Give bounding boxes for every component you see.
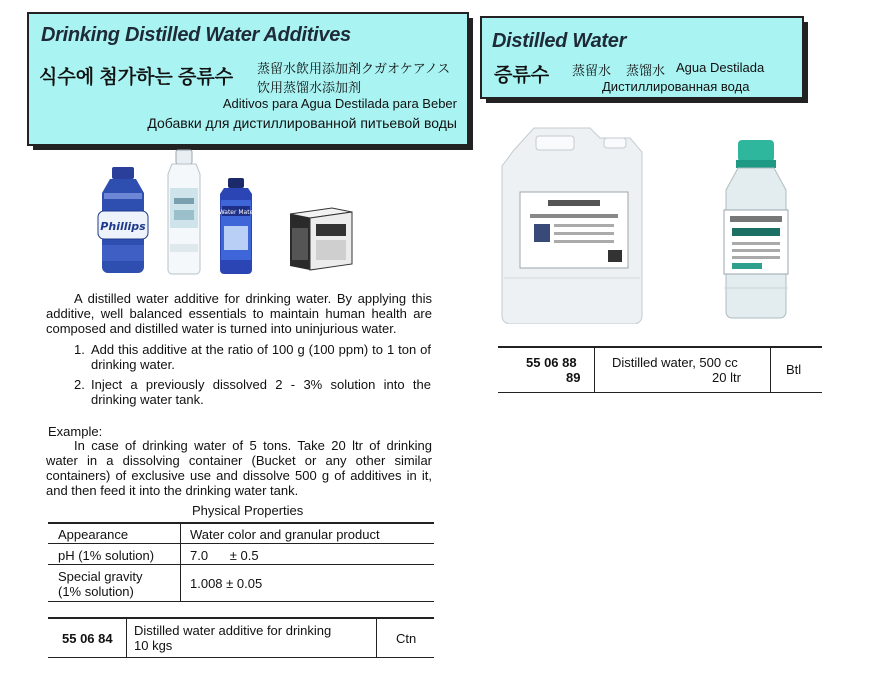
prop-gravity-name-2: (1% solution) xyxy=(58,584,134,599)
water-desc-line2: 20 ltr xyxy=(712,370,741,385)
additive-product-code: 55 06 84 xyxy=(62,631,113,646)
phillips-bottle-image xyxy=(88,165,158,275)
step-1-text: Add this additive at the ratio of 100 g (100 ppm) to 1 ton of drinking water. xyxy=(91,342,431,372)
additives-header-box xyxy=(27,12,469,146)
prop-appearance-name: Appearance xyxy=(58,527,129,542)
blue-additive-bottle-image xyxy=(216,176,256,276)
prop-ph-value: 7.0 ± 0.5 xyxy=(190,548,259,563)
additives-title-jp: 蒸留水飲用添加剤クガオケアノス xyxy=(257,61,451,76)
water-product-code-2: 89 xyxy=(566,370,581,385)
white-spray-bottle-image xyxy=(164,148,204,276)
step-2-number: 2. xyxy=(74,377,85,392)
additive-box-image xyxy=(286,198,356,274)
properties-title: Physical Properties xyxy=(192,503,304,518)
example-paragraph: In case of drinking water of 5 tons. Take 20 ltr of drinking water in a dissolving container (Bucket or any other similar containers) of exclusive use and dissolve 500 g of additives in it, and then feed it into the drinking water tank. xyxy=(46,438,432,498)
additive-desc-line1: Distilled water additive for drinking xyxy=(134,623,332,638)
plastic-bottle-image xyxy=(718,138,794,322)
water-title-jp: 蒸留水 xyxy=(572,63,612,78)
jerrycan-image xyxy=(496,118,648,324)
water-header-box xyxy=(480,16,804,99)
water-title-kr: 증류수 xyxy=(494,65,550,86)
step-2-text: Inject a previously dissolved 2 - 3% solution into the drinking water tank. xyxy=(91,377,431,407)
step-1-number: 1. xyxy=(74,342,85,357)
additives-title-kr: 식수에 첨가하는 증류수 xyxy=(39,67,234,88)
water-mate-label: Water Mate xyxy=(218,209,254,216)
water-title-en: Distilled Water xyxy=(492,30,627,52)
water-title-es: Agua Destilada xyxy=(676,60,765,75)
water-product-code-1: 55 06 88 xyxy=(526,355,577,370)
additive-unit: Ctn xyxy=(396,631,417,646)
water-title-cn: 蒸馏水 xyxy=(626,63,666,78)
additive-desc-line2: 10 kgs xyxy=(134,638,173,653)
additives-title-es: Aditivos para Agua Destilada para Beber xyxy=(222,96,457,111)
phillips-label: Phillips xyxy=(100,220,146,233)
water-desc-line1: Distilled water, 500 cc xyxy=(612,355,738,370)
water-unit: Btl xyxy=(786,362,802,377)
additives-title-cn: 饮用蒸馏水添加剂 xyxy=(257,80,362,95)
water-title-ru: Дистиллированная вода xyxy=(602,79,750,94)
additives-title-ru: Добавки для дистиллированной питьевой воды xyxy=(147,115,457,131)
prop-gravity-value: 1.008 ± 0.05 xyxy=(190,576,263,591)
additives-title-en: Drinking Distilled Water Additives xyxy=(41,24,351,46)
prop-appearance-value: Water color and granular product xyxy=(190,527,380,542)
prop-ph-name: pH (1% solution) xyxy=(58,548,155,563)
prop-gravity-name: Special gravity xyxy=(58,569,143,584)
intro-paragraph: A distilled water additive for drinking water. By applying this additive, well balanced essentials to maintain human health are composed and distilled water is turned into uninjurious water. xyxy=(46,291,432,336)
example-label: Example: xyxy=(48,424,103,439)
